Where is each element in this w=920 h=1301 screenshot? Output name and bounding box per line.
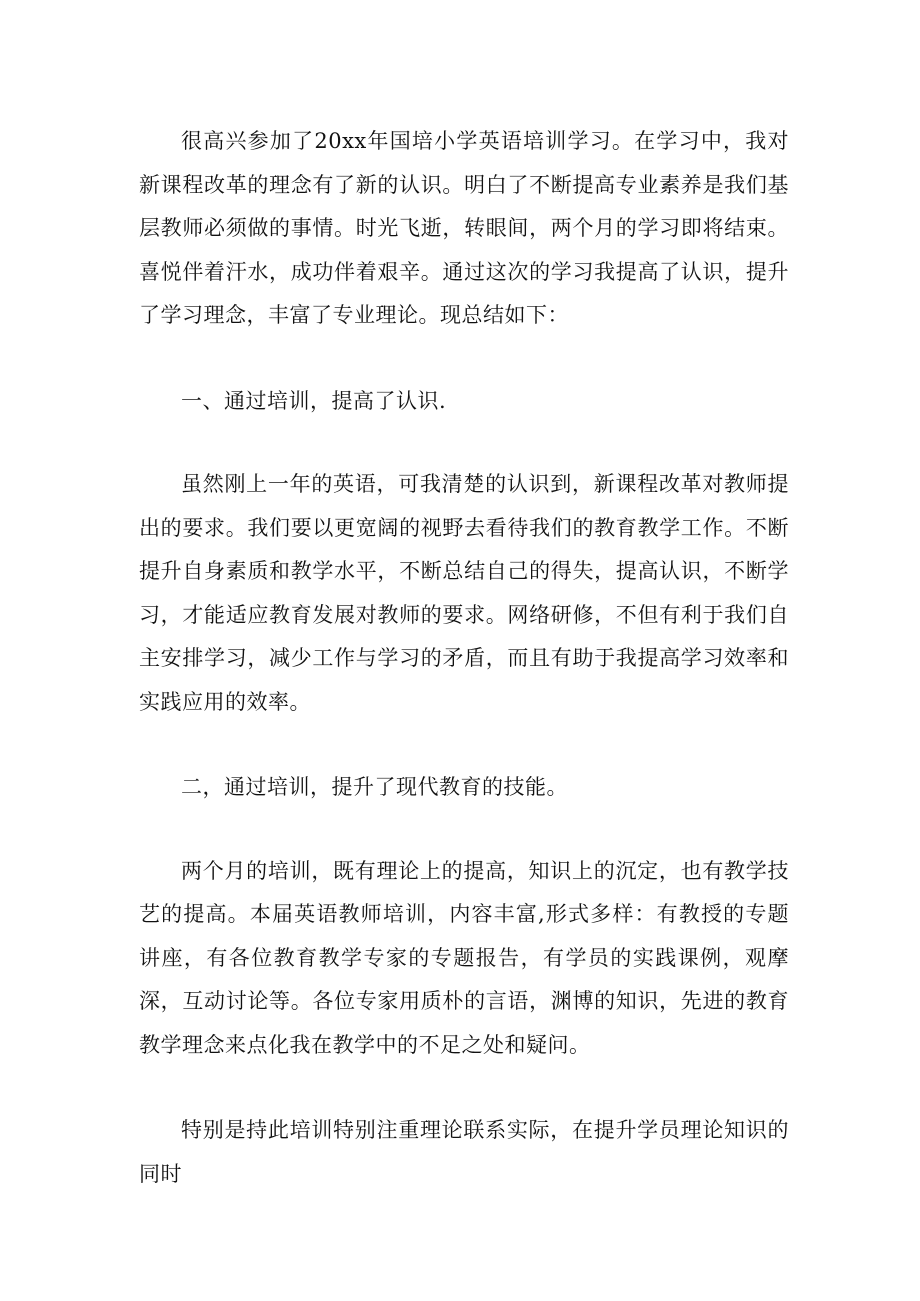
paragraph-section-2: 两个月的培训，既有理论上的提高，知识上的沉定，也有教学技艺的提高。本届英语教师培训，内容丰富,形式多样：有教授的专题讲座，有各位教育教学专家的专题报告，有学员的实践课例，观摩深，互动讨论等。各位专家用质朴的言语，渊博的知识，先进的教育教学理念来点化我在教学中的不足之处和疑问。 [139,858,789,1057]
paragraph-section-1: 虽然刚上一年的英语，可我清楚的认识到，新课程改革对教师提出的要求。我们要以更宽阔的视野去看待我们的教育教学工作。不断提升自身素质和教学水平，不断总结自己的得失，提高认识，不断学习，才能适应教育发展对教师的要求。网络研修，不但有利于我们自主安排学习，减少工作与学习的矛盾，而且有助于我提高学习效率和实践应用的效率。 [139,472,789,714]
section-heading-1: 一、通过培训，提高了认识. [181,388,447,413]
document-body [139,120,789,1238]
paragraph-intro: 很高兴参加了20xx年国培小学英语培训学习。在学习中，我对新课程改革的理念有了新的认识。明白了不断提高专业素养是我们基层教师必须做的事情。时光飞逝，转眼间，两个月的学习即将结束。喜悦伴着汗水，成功伴着艰辛。通过这次的学习我提高了认识，提升了学习理念，丰富了专业理论。现总结如下： [139,129,789,327]
section-heading-2: 二，通过培训，提升了现代教育的技能。 [181,775,568,799]
paragraph-continued: 特别是持此培训特别注重理论联系实际，在提升学员理论知识的同时 [139,1118,789,1186]
